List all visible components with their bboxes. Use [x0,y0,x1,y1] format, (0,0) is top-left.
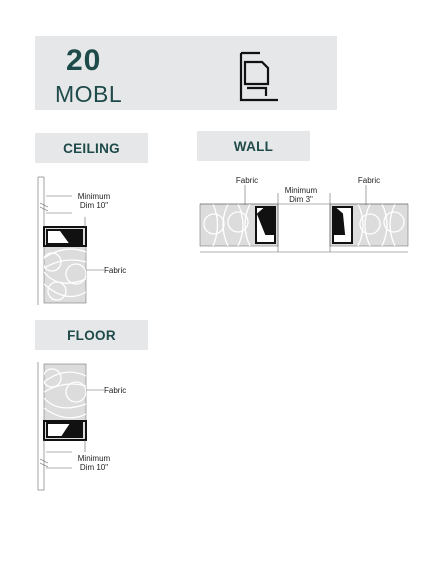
wall-minimum-label: Minimum Dim 3" [284,186,318,204]
floor-fabric-label: Fabric [104,386,127,395]
floor-minimum-label: Minimum Dim 10" [77,454,111,472]
floor-heading: FLOOR [35,320,148,350]
wall-fabric-right-label: Fabric [357,176,381,185]
wall-fabric-left-label: Fabric [235,176,259,185]
ceiling-heading: CEILING [35,133,148,163]
model-number: 20 [66,44,102,77]
ceiling-minimum-label: Minimum Dim 10" [77,192,111,210]
model-name: MOBL [55,81,123,107]
ceiling-fabric-label: Fabric [104,266,127,275]
wall-heading: WALL [197,131,310,161]
profile-icon [241,53,278,100]
